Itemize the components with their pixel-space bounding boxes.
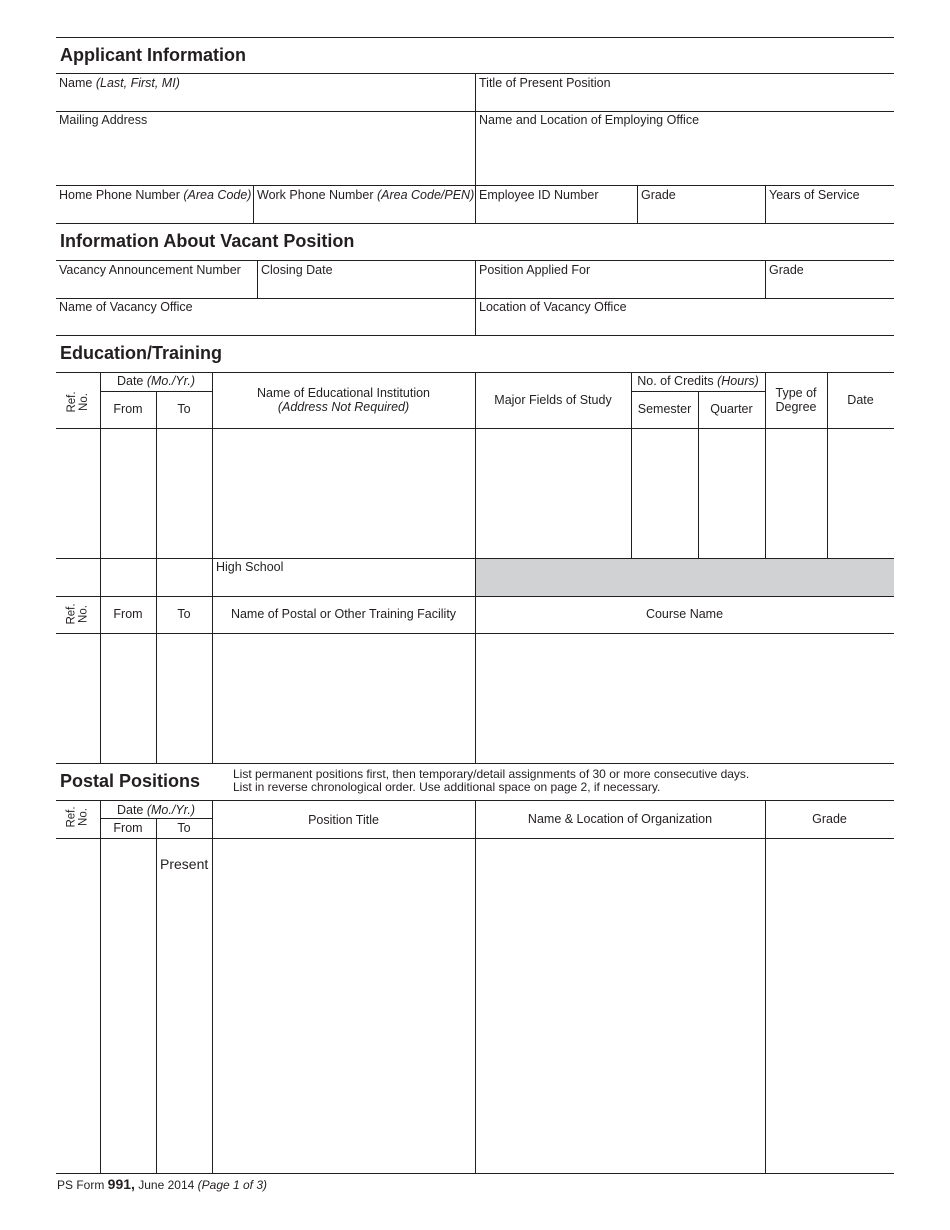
row-rule	[100, 391, 212, 392]
degree-header: Type of Degree	[775, 386, 817, 414]
employing-office-field[interactable]	[476, 112, 894, 185]
row-rule	[631, 391, 765, 392]
employee-id-label: Employee ID Number	[479, 188, 599, 202]
postal-grade-header: Grade	[812, 812, 847, 826]
mailing-address-field[interactable]	[56, 112, 475, 185]
row-rule	[100, 818, 212, 819]
home-phone-label: Home Phone Number (Area Code)	[59, 188, 252, 202]
closing-date-field[interactable]	[258, 261, 475, 298]
vacancy-announcement-label: Vacancy Announcement Number	[59, 263, 241, 277]
applicant-heading: Applicant Information	[60, 45, 246, 65]
work-phone-label: Work Phone Number (Area Code/PEN)	[257, 188, 475, 202]
employee-id-field[interactable]	[476, 186, 637, 223]
row-rule	[56, 763, 894, 764]
vacant-position-heading: Information About Vacant Position	[60, 231, 355, 251]
work-phone-field[interactable]	[254, 186, 475, 223]
semester-header: Semester	[637, 402, 692, 416]
postal-note: List permanent positions first, then temporary/detail assignments of 30 or more consecutive days. List in reverse chronological order. Use additional space on page 2, if necessary.	[233, 767, 750, 794]
major-header: Major Fields of Study	[494, 393, 612, 407]
ref-no-header: Ref. No.	[65, 806, 90, 828]
employing-office-label: Name and Location of Employing Office	[479, 113, 700, 127]
vacancy-grade-field[interactable]	[766, 261, 894, 298]
vacancy-location-label: Location of Vacancy Office	[479, 300, 627, 314]
credits-header: No. of Credits (Hours)	[637, 374, 759, 388]
shaded-cell	[476, 559, 894, 596]
high-school-field[interactable]	[212, 559, 475, 596]
vacancy-announcement-field[interactable]	[56, 261, 257, 298]
vacancy-office-label: Name of Vacancy Office	[59, 300, 193, 314]
row-rule	[56, 223, 894, 224]
from-header: From	[113, 607, 143, 621]
grade-field[interactable]	[638, 186, 765, 223]
title-field[interactable]	[476, 74, 894, 111]
position-applied-field[interactable]	[476, 261, 765, 298]
ref-no-header: Ref. No.	[65, 603, 90, 625]
quarter-header: Quarter	[710, 402, 753, 416]
closing-date-label: Closing Date	[261, 263, 333, 277]
date-header-label: Date (Mo./Yr.)	[116, 374, 196, 388]
from-header: From	[113, 402, 143, 416]
to-header: To	[177, 402, 191, 416]
ref-no-header: Ref. No.	[66, 391, 90, 413]
form-footer: PS Form 991, June 2014 (Page 1 of 3)	[57, 1176, 268, 1192]
training-entry-area[interactable]	[56, 634, 894, 763]
institution-header: Name of Educational Institution (Address Not Required)	[256, 386, 431, 414]
row-rule	[56, 596, 894, 597]
years-of-service-label: Years of Service	[769, 188, 860, 202]
date-header-label: Date (Mo./Yr.)	[116, 803, 196, 817]
years-of-service-field[interactable]	[766, 186, 894, 223]
facility-header: Name of Postal or Other Training Facility	[230, 607, 457, 621]
name-field[interactable]	[56, 74, 475, 111]
education-heading: Education/Training	[60, 343, 223, 363]
present-label: Present	[160, 856, 209, 872]
vacancy-office-field[interactable]	[56, 299, 475, 335]
vacancy-location-field[interactable]	[476, 299, 894, 335]
to-header: To	[177, 607, 191, 621]
date-col-header: Date	[847, 393, 874, 407]
from-header: From	[113, 821, 143, 835]
title-label: Title of Present Position	[479, 76, 611, 90]
to-header: To	[177, 821, 191, 835]
education-entry-area[interactable]	[56, 429, 894, 558]
grade-label: Grade	[641, 188, 676, 202]
mailing-address-label: Mailing Address	[59, 113, 148, 127]
bottom-rule	[56, 1173, 894, 1174]
top-rule	[56, 37, 894, 38]
organization-header: Name & Location of Organization	[527, 812, 713, 826]
postal-positions-heading: Postal Positions	[60, 771, 201, 791]
row-rule	[56, 335, 894, 336]
course-header: Course Name	[645, 607, 724, 621]
home-phone-field[interactable]	[56, 186, 253, 223]
name-label: Name (Last, First, MI)	[59, 76, 180, 90]
postal-positions-entry-area[interactable]	[56, 839, 894, 1173]
position-title-header: Position Title	[308, 813, 379, 827]
high-school-label: High School	[216, 560, 284, 574]
vacancy-grade-label: Grade	[769, 263, 804, 277]
position-applied-label: Position Applied For	[479, 263, 591, 277]
